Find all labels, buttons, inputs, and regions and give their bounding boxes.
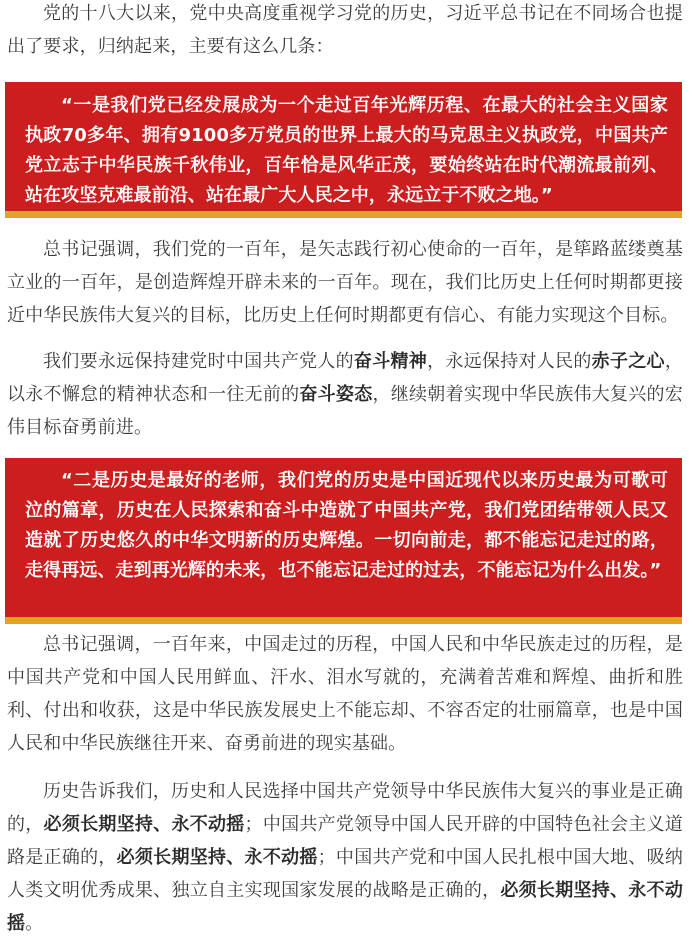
- emphasis-must-adhere-2: 必须长期坚持、永不动摇: [116, 847, 318, 868]
- intro-paragraph: [7, 0, 683, 63]
- emphasis-must-adhere-3: 必须长期坚持、永不动摇: [7, 880, 683, 934]
- paragraph-2-text-d: ，继续朝着实现中华民族伟大复兴的宏伟目标奋勇前进。: [7, 384, 683, 438]
- paragraph-4-text-b: ；中国共产党领导中国人民开辟的中国特色社会主义道路是正确的，: [7, 814, 683, 868]
- paragraph-2-text-c: ，以永不懈怠的精神状态和一往无前的: [7, 351, 683, 405]
- paragraph-4: [7, 775, 683, 940]
- quote-text-1: “一是我们党已经发展成为一个走过百年光辉历程、在最大的社会主义国家执政70多年、拥有9100多万党员的世界上最大的马克思主义执政党，中国共产党立志于中华民族千秋伟业，百年恰是风华正茂，要始终站在时代潮流最前列、站在攻坚克难最前沿、站在最广大人民之中，永远立于不败之地。”: [25, 95, 668, 206]
- paragraph-4-text-a: 历史告诉我们，历史和人民选择中国共产党领导中华民族伟大复兴的事业是正确的，: [7, 781, 683, 835]
- paragraph-2-text-b: ，永远保持对人民的: [427, 351, 592, 372]
- intro-text: 党的十八大以来，党中央高度重视学习党的历史，习近平总书记在不同场合也提出了要求，归纳起来，主要有这么几条：: [7, 3, 683, 57]
- paragraph-2: [7, 345, 683, 444]
- emphasis-fendou-zitai: 奋斗姿态: [299, 384, 373, 405]
- paragraph-4-text-c: ；中国共产党和中国人民扎根中国大地、吸纳人类文明优秀成果、独立自主实现国家发展的战略是正确的，: [7, 847, 683, 901]
- quote-text-2: “二是历史是最好的老师，我们党的历史是中国近现代以来历史最为可歌可泣的篇章，历史在人民探索和奋斗中造就了中国共产党，我们党团结带领人民又造就了历史悠久的中华文明新的历史辉煌。一切向前走，都不能忘记走过的路，走得再远、走到再光辉的未来，也不能忘记走过的过去，不能忘记为什么出发。”: [25, 470, 668, 581]
- quote-box-2: [5, 458, 682, 624]
- emphasis-fendou-jingshen: 奋斗精神: [353, 351, 428, 372]
- paragraph-3: [7, 628, 683, 760]
- paragraph-2-text-a: 我们要永远保持建党时中国共产党人的: [43, 351, 354, 372]
- paragraph-3-text: 总书记强调，一百年来，中国走过的历程，中国人民和中华民族走过的历程，是中国共产党和中国人民用鲜血、汗水、泪水写就的，充满着苦难和辉煌、曲折和胜利、付出和收获，这是中华民族发展史上不能忘却、不容否定的壮丽篇章，也是中国人民和中华民族继往开来、奋勇前进的现实基础。: [7, 634, 683, 754]
- paragraph-1: [7, 233, 683, 332]
- emphasis-must-adhere-1: 必须长期坚持、永不动摇: [43, 814, 245, 835]
- quote-box-1: [5, 82, 682, 218]
- emphasis-chizi-zhixin: 赤子之心: [591, 351, 665, 372]
- paragraph-4-text-d: 。: [25, 913, 44, 934]
- paragraph-1-text: 总书记强调，我们党的一百年，是矢志践行初心使命的一百年，是筚路蓝缕奠基立业的一百年，是创造辉煌开辟未来的一百年。现在，我们比历史上任何时期都更接近中华民族伟大复兴的目标，比历史上任何时期都更有信心、有能力实现这个目标。: [7, 239, 683, 326]
